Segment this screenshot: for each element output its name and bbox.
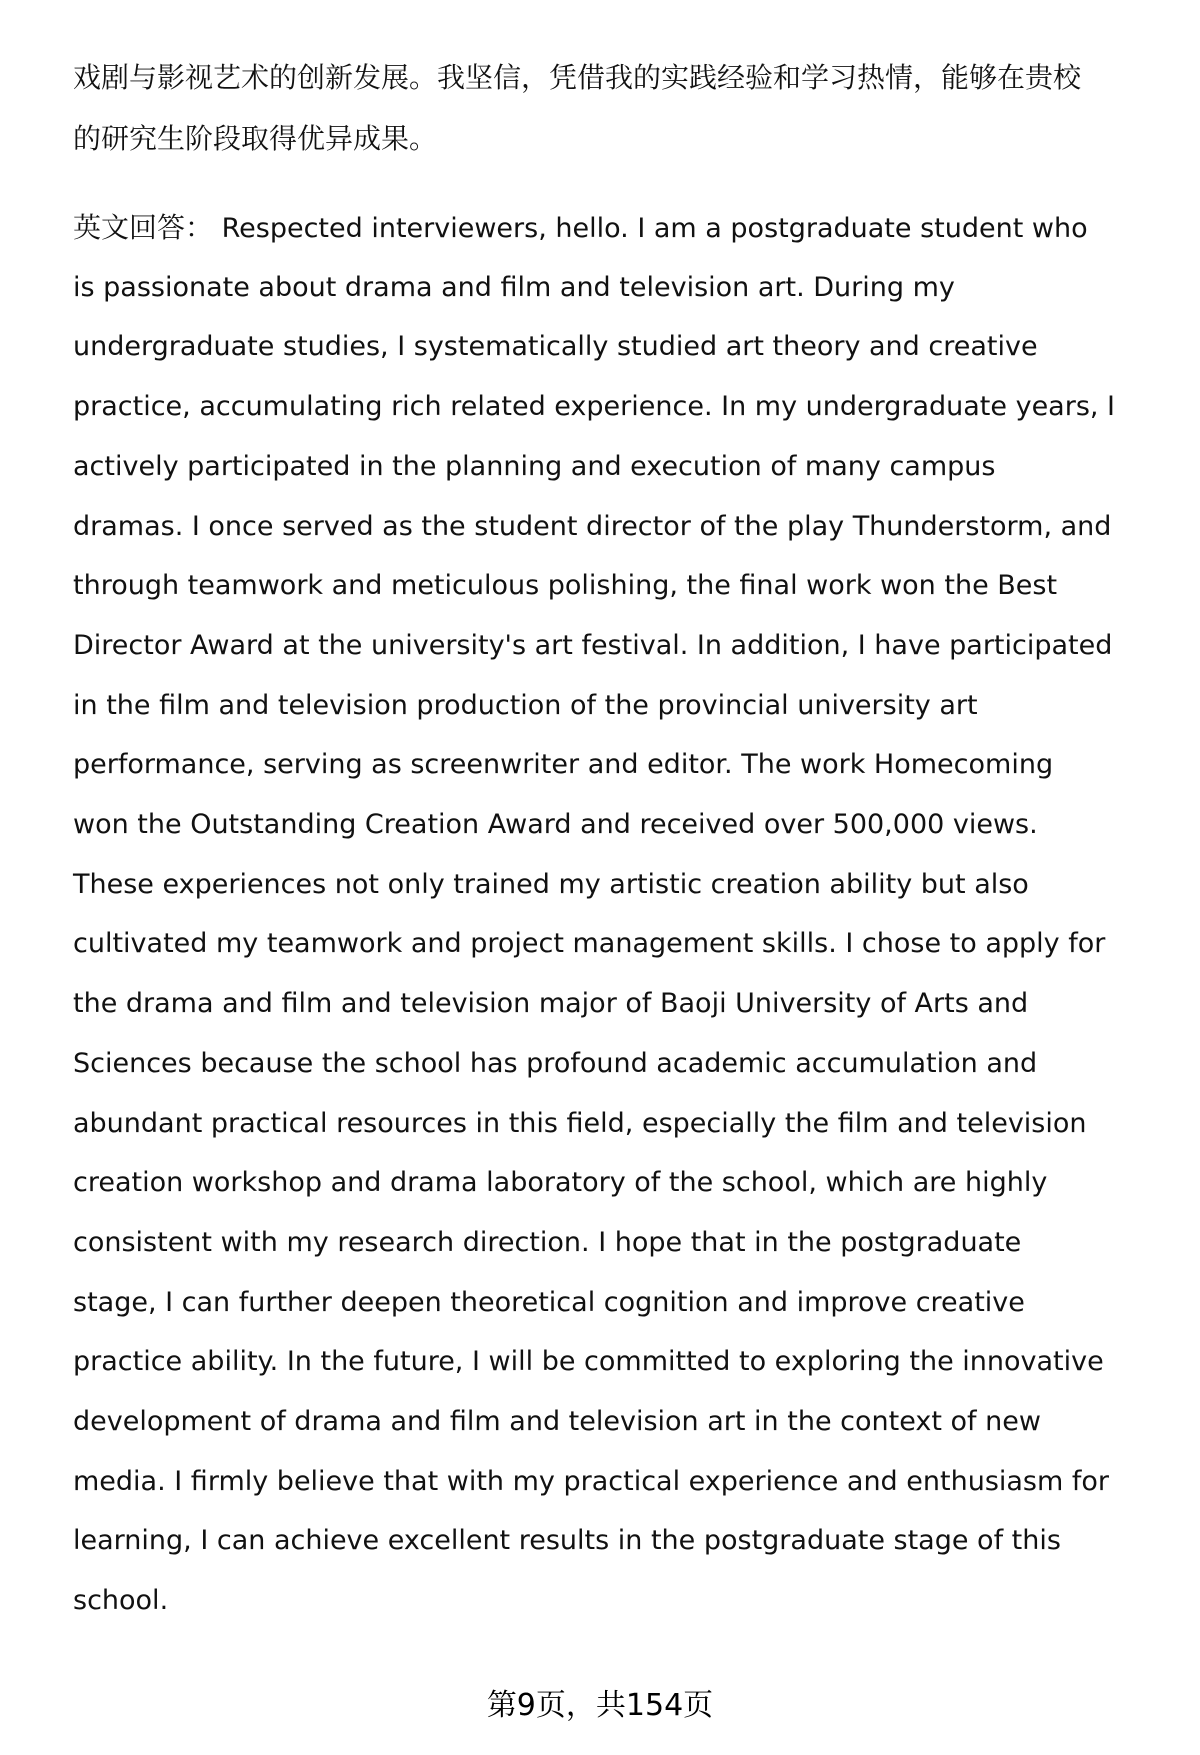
- english-text-line: [73, 1167, 1047, 1199]
- english-text-line: [73, 212, 1088, 245]
- english-text: won the Outstanding Creation Award and received over 500,000 views.: [73, 809, 1038, 840]
- chinese-text-line: 戏剧与影视艺术的创新发展。我坚信，凭借我的实践经验和学习热情，能够在贵校: [73, 61, 1082, 94]
- english-text: Director Award at the university's art festival. In addition, I have participated: [73, 629, 1113, 661]
- english-text: Sciences because the school has profound academic accumulation and: [73, 1047, 1038, 1079]
- english-text: development of drama and film and television art in the context of new: [73, 1406, 1041, 1437]
- english-text-line: [73, 1346, 1104, 1378]
- english-text: through teamwork and meticulous polishing, the final work won the Best: [73, 570, 1058, 602]
- english-text: media. I firmly believe that with my practical experience and enthusiasm for: [73, 1465, 1110, 1497]
- english-text: consistent with my research direction. I hope that in the postgraduate: [73, 1226, 1022, 1258]
- english-text: stage, I can further deepen theoretical cognition and improve creative: [73, 1286, 1025, 1318]
- english-text-line: [73, 928, 1105, 960]
- english-text-line: [73, 869, 1029, 901]
- english-text-line: [73, 570, 1057, 602]
- english-text-line: [73, 1048, 1037, 1080]
- english-text: creation workshop and drama laboratory of the school, which are highly: [73, 1167, 1048, 1199]
- english-text: dramas. I once served as the student director of the play Thunderstorm, and: [73, 510, 1112, 542]
- english-text: learning, I can achieve excellent results in the postgraduate stage of this: [73, 1525, 1061, 1557]
- english-text: performance, serving as screenwriter and editor. The work Homecoming: [73, 749, 1054, 781]
- english-text: in the film and television production of the provincial university art: [73, 689, 978, 721]
- english-text: Respected interviewers, hello. I am a postgraduate student who: [221, 213, 1088, 244]
- english-text-line: [73, 511, 1111, 543]
- english-text-line: [73, 690, 978, 722]
- english-text-line: [73, 1406, 1041, 1438]
- english-text: actively participated in the planning and execution of many campus: [73, 450, 996, 482]
- english-text: undergraduate studies, I systematically studied art theory and creative: [73, 331, 1038, 363]
- english-text-line: [73, 272, 955, 304]
- chinese-text-line: 的研究生阶段取得优异成果。: [73, 122, 438, 155]
- english-text-line: [73, 1585, 168, 1617]
- english-text: is passionate about drama and film and television art. During my: [73, 271, 955, 303]
- english-text-line: [73, 1287, 1025, 1319]
- english-text: school.: [73, 1585, 169, 1617]
- english-text: practice, accumulating rich related experience. In my undergraduate years, I: [73, 391, 1116, 423]
- english-text: the drama and film and television major of Baoji University of Arts and: [73, 988, 1029, 1020]
- english-text: abundant practical resources in this field, especially the film and television: [73, 1107, 1087, 1139]
- english-text-line: [73, 391, 1115, 423]
- english-text: practice ability. In the future, I will be committed to exploring the innovative: [73, 1346, 1104, 1378]
- english-text-line: [73, 630, 1112, 662]
- english-text-line: [73, 988, 1028, 1020]
- page-number: 第9页，共154页: [486, 1688, 714, 1723]
- english-text: These experiences not only trained my artistic creation ability but also: [73, 868, 1029, 900]
- english-text-line: [73, 1525, 1061, 1557]
- english-text-line: [73, 451, 995, 483]
- english-text-line: [73, 1466, 1109, 1498]
- english-text-line: [73, 749, 1053, 781]
- english-text-line: [73, 809, 1038, 841]
- english-answer-label: 英文回答：: [73, 211, 214, 244]
- english-text-line: [73, 331, 1038, 363]
- english-text-line: [73, 1108, 1087, 1140]
- english-text: cultivated my teamwork and project management skills. I chose to apply for: [73, 928, 1106, 960]
- english-text-line: [73, 1227, 1021, 1259]
